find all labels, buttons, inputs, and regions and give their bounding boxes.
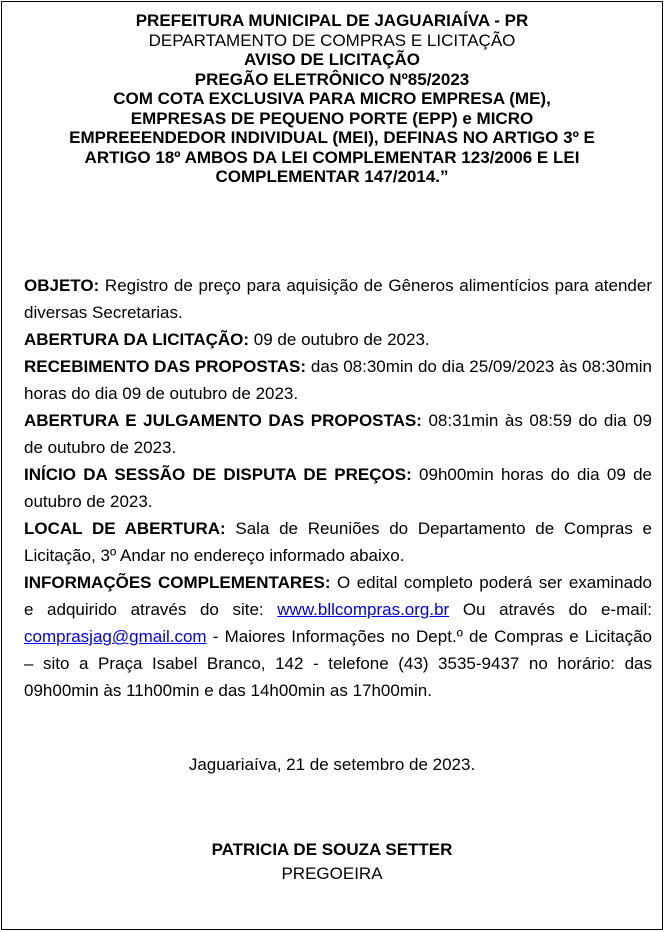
julgamento-label: ABERTURA E JULGAMENTO DAS PROPOSTAS: <box>24 411 422 430</box>
signatory-role: PREGOEIRA <box>281 864 383 883</box>
local-paragraph <box>24 515 652 569</box>
julgamento-text: 08:31min às 08:59 do dia 09 de outubro de 2023. <box>24 411 652 457</box>
disputa-paragraph <box>24 461 652 515</box>
julgamento-paragraph <box>24 407 652 461</box>
quota-line-2: EMPRESAS DE PEQUENO PORTE (EPP) e MICRO <box>130 108 534 128</box>
department-name: DEPARTAMENTO DE COMPRAS E LICITAÇÃO <box>148 30 516 50</box>
objeto-text: Registro de preço para aquisição de Gêneros alimentícios para atender diversas Secretarias. <box>24 276 652 322</box>
objeto-paragraph <box>24 272 652 326</box>
signatory-name: PATRICIA DE SOUZA SETTER <box>211 840 453 859</box>
notice-date: Jaguariaíva, 21 de setembro de 2023. <box>188 755 476 774</box>
municipality-title: PREFEITURA MUNICIPAL DE JAGUARIAÍVA - PR <box>135 11 529 30</box>
quota-line-4: ARTIGO 18º AMBOS DA LEI COMPLEMENTAR 123/2006 E LEI <box>84 147 580 167</box>
info-text-1: O edital completo poderá ser examinado e adquirido através do site: <box>24 573 652 619</box>
objeto-label: OBJETO: <box>24 276 100 295</box>
notice-header <box>2 2 662 187</box>
info-label: INFORMAÇÕES COMPLEMENTARES: <box>24 573 331 592</box>
info-paragraph <box>24 569 652 704</box>
notice-document <box>1 1 663 930</box>
local-text: Sala de Reuniões do Departamento de Compras e Licitação, 3º Andar no endereço informado abaixo. <box>24 519 652 565</box>
recebimento-label: RECEBIMENTO DAS PROPOSTAS: <box>24 357 307 376</box>
abertura-label: ABERTURA DA LICITAÇÃO: <box>24 330 250 349</box>
recebimento-text: das 08:30min do dia 25/09/2023 às 08:30min horas do dia 09 de outubro de 2023. <box>24 357 652 403</box>
abertura-paragraph <box>24 326 652 353</box>
abertura-text: 09 de outubro de 2023. <box>249 330 430 349</box>
disputa-text: 09h00min horas do dia 09 de outubro de 2023. <box>24 465 652 511</box>
site-link[interactable]: www.bllcompras.org.br <box>277 600 450 619</box>
quota-line-3: EMPREEENDEDOR INDIVIDUAL (MEI), DEFINAS NO ARTIGO 3º E <box>69 128 595 147</box>
quota-line-1: COM COTA EXCLUSIVA PARA MICRO EMPRESA (ME), <box>113 89 551 108</box>
local-label: LOCAL DE ABERTURA: <box>24 519 226 538</box>
info-text-3: - Maiores Informações no Dept.º de Compras e Licitação – sito a Praça Isabel Branco, 142 - telefone (43) 3535-9437 no horário: das 09h00min às 11h00min e das 14h00min as 17h00min. <box>24 627 652 700</box>
quota-line-5: COMPLEMENTAR 147/2014.” <box>215 167 449 186</box>
notice-body <box>24 272 652 704</box>
email-link[interactable]: comprasjag@gmail.com <box>24 627 207 646</box>
disputa-label: INÍCIO DA SESSÃO DE DISPUTA DE PREÇOS: <box>24 465 412 484</box>
notice-type: AVISO DE LICITAÇÃO <box>244 50 420 69</box>
info-text-2: Ou através do e-mail: <box>449 600 652 619</box>
signature-block <box>2 838 662 886</box>
recebimento-paragraph <box>24 353 652 407</box>
auction-number: PREGÃO ELETRÔNICO Nº85/2023 <box>194 69 470 89</box>
